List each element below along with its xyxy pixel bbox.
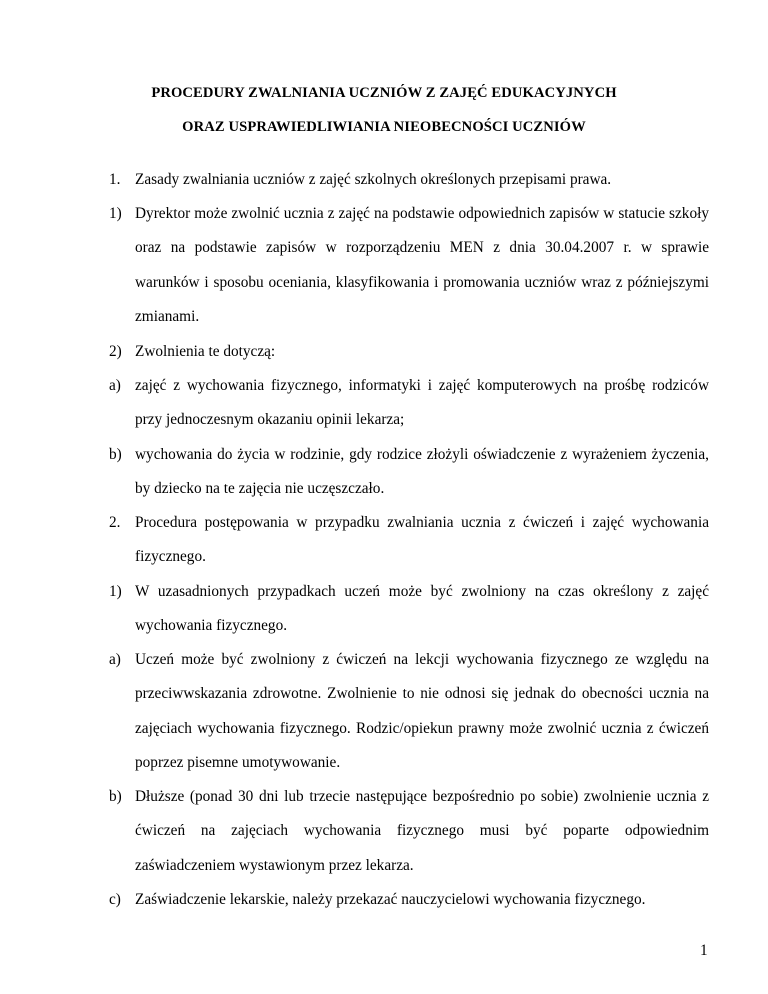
list-marker: a) xyxy=(109,651,121,668)
list-text: Dłuższe (ponad 30 dni lub trzecie następujące bezpośrednio po sobie) zwolnienie ucznia z ćwiczeń na zajęciach wychowania fizycznego musi być poparte odpowiednim zaświadczeniem wystawionym przez lekarza. xyxy=(135,788,709,874)
list-text: W uzasadnionych przypadkach uczeń może być zwolniony na czas określony z zajęć wychowania fizycznego. xyxy=(135,583,709,635)
list-text: Uczeń może być zwolniony z ćwiczeń na lekcji wychowania fizycznego ze względu na przeciwwskazania zdrowotne. Zwolnienie to nie odnosi się jednak do obecności ucznia na zajęciach wychowania fizycznego. Rodzic/opiekun prawny może zwolnić ucznia z ćwiczeń poprzez pisemne umotywowanie. xyxy=(135,651,709,772)
list-marker: b) xyxy=(109,446,122,463)
list-text: wychowania do życia w rodzinie, gdy rodzice złożyli oświadczenie z wyrażeniem życzenia, by dziecko na te zajęcia nie uczęszczało. xyxy=(135,446,709,498)
list-marker: 1) xyxy=(109,583,122,600)
section-2-point-1-c xyxy=(109,883,709,917)
list-text: Dyrektor może zwolnić ucznia z zajęć na podstawie odpowiednich zapisów w statucie szkoły oraz na podstawie zapisów w rozporządzeniu MEN z dnia 30.04.2007 r. w sprawie warunków i sposobu oceniania, klasyfikowania i promowania uczniów wraz z późniejszymi zmianami. xyxy=(135,205,709,326)
list-marker: c) xyxy=(109,891,121,908)
section-2-point-1-a xyxy=(109,643,709,781)
list-marker: 1. xyxy=(109,171,121,188)
section-1-point-2-b xyxy=(109,438,709,507)
document-title-line-2: ORAZ USPRAWIEDLIWIANIA NIEOBECNOŚCI UCZNIÓW xyxy=(182,119,586,135)
list-marker: 2) xyxy=(109,343,122,360)
list-text: zajęć z wychowania fizycznego, informatyki i zajęć komputerowych na prośbę rodziców przy jednoczesnym okazaniu opinii lekarza; xyxy=(135,377,709,429)
section-2 xyxy=(109,506,709,575)
section-2-point-1 xyxy=(109,575,709,644)
list-text: Zaświadczenie lekarskie, należy przekazać nauczycielowi wychowania fizycznego. xyxy=(135,891,646,908)
section-2-point-1-b xyxy=(109,780,709,883)
section-1-point-1 xyxy=(109,197,709,335)
page-number: 1 xyxy=(700,942,708,959)
section-1 xyxy=(109,163,709,197)
section-1-point-2-a xyxy=(109,369,709,438)
list-marker: 1) xyxy=(109,205,122,222)
list-marker: 2. xyxy=(109,514,121,531)
document-title-line-1: PROCEDURY ZWALNIANIA UCZNIÓW Z ZAJĘĆ EDUKACYJNYCH xyxy=(151,85,617,101)
list-text: Zwolnienia te dotyczą: xyxy=(135,343,276,360)
section-1-point-2 xyxy=(109,335,709,369)
list-marker: b) xyxy=(109,788,122,805)
list-text: Zasady zwalniania uczniów z zajęć szkolnych określonych przepisami prawa. xyxy=(135,171,612,188)
list-marker: a) xyxy=(109,377,121,394)
list-text: Procedura postępowania w przypadku zwalniania ucznia z ćwiczeń i zajęć wychowania fizycznego. xyxy=(135,514,709,566)
